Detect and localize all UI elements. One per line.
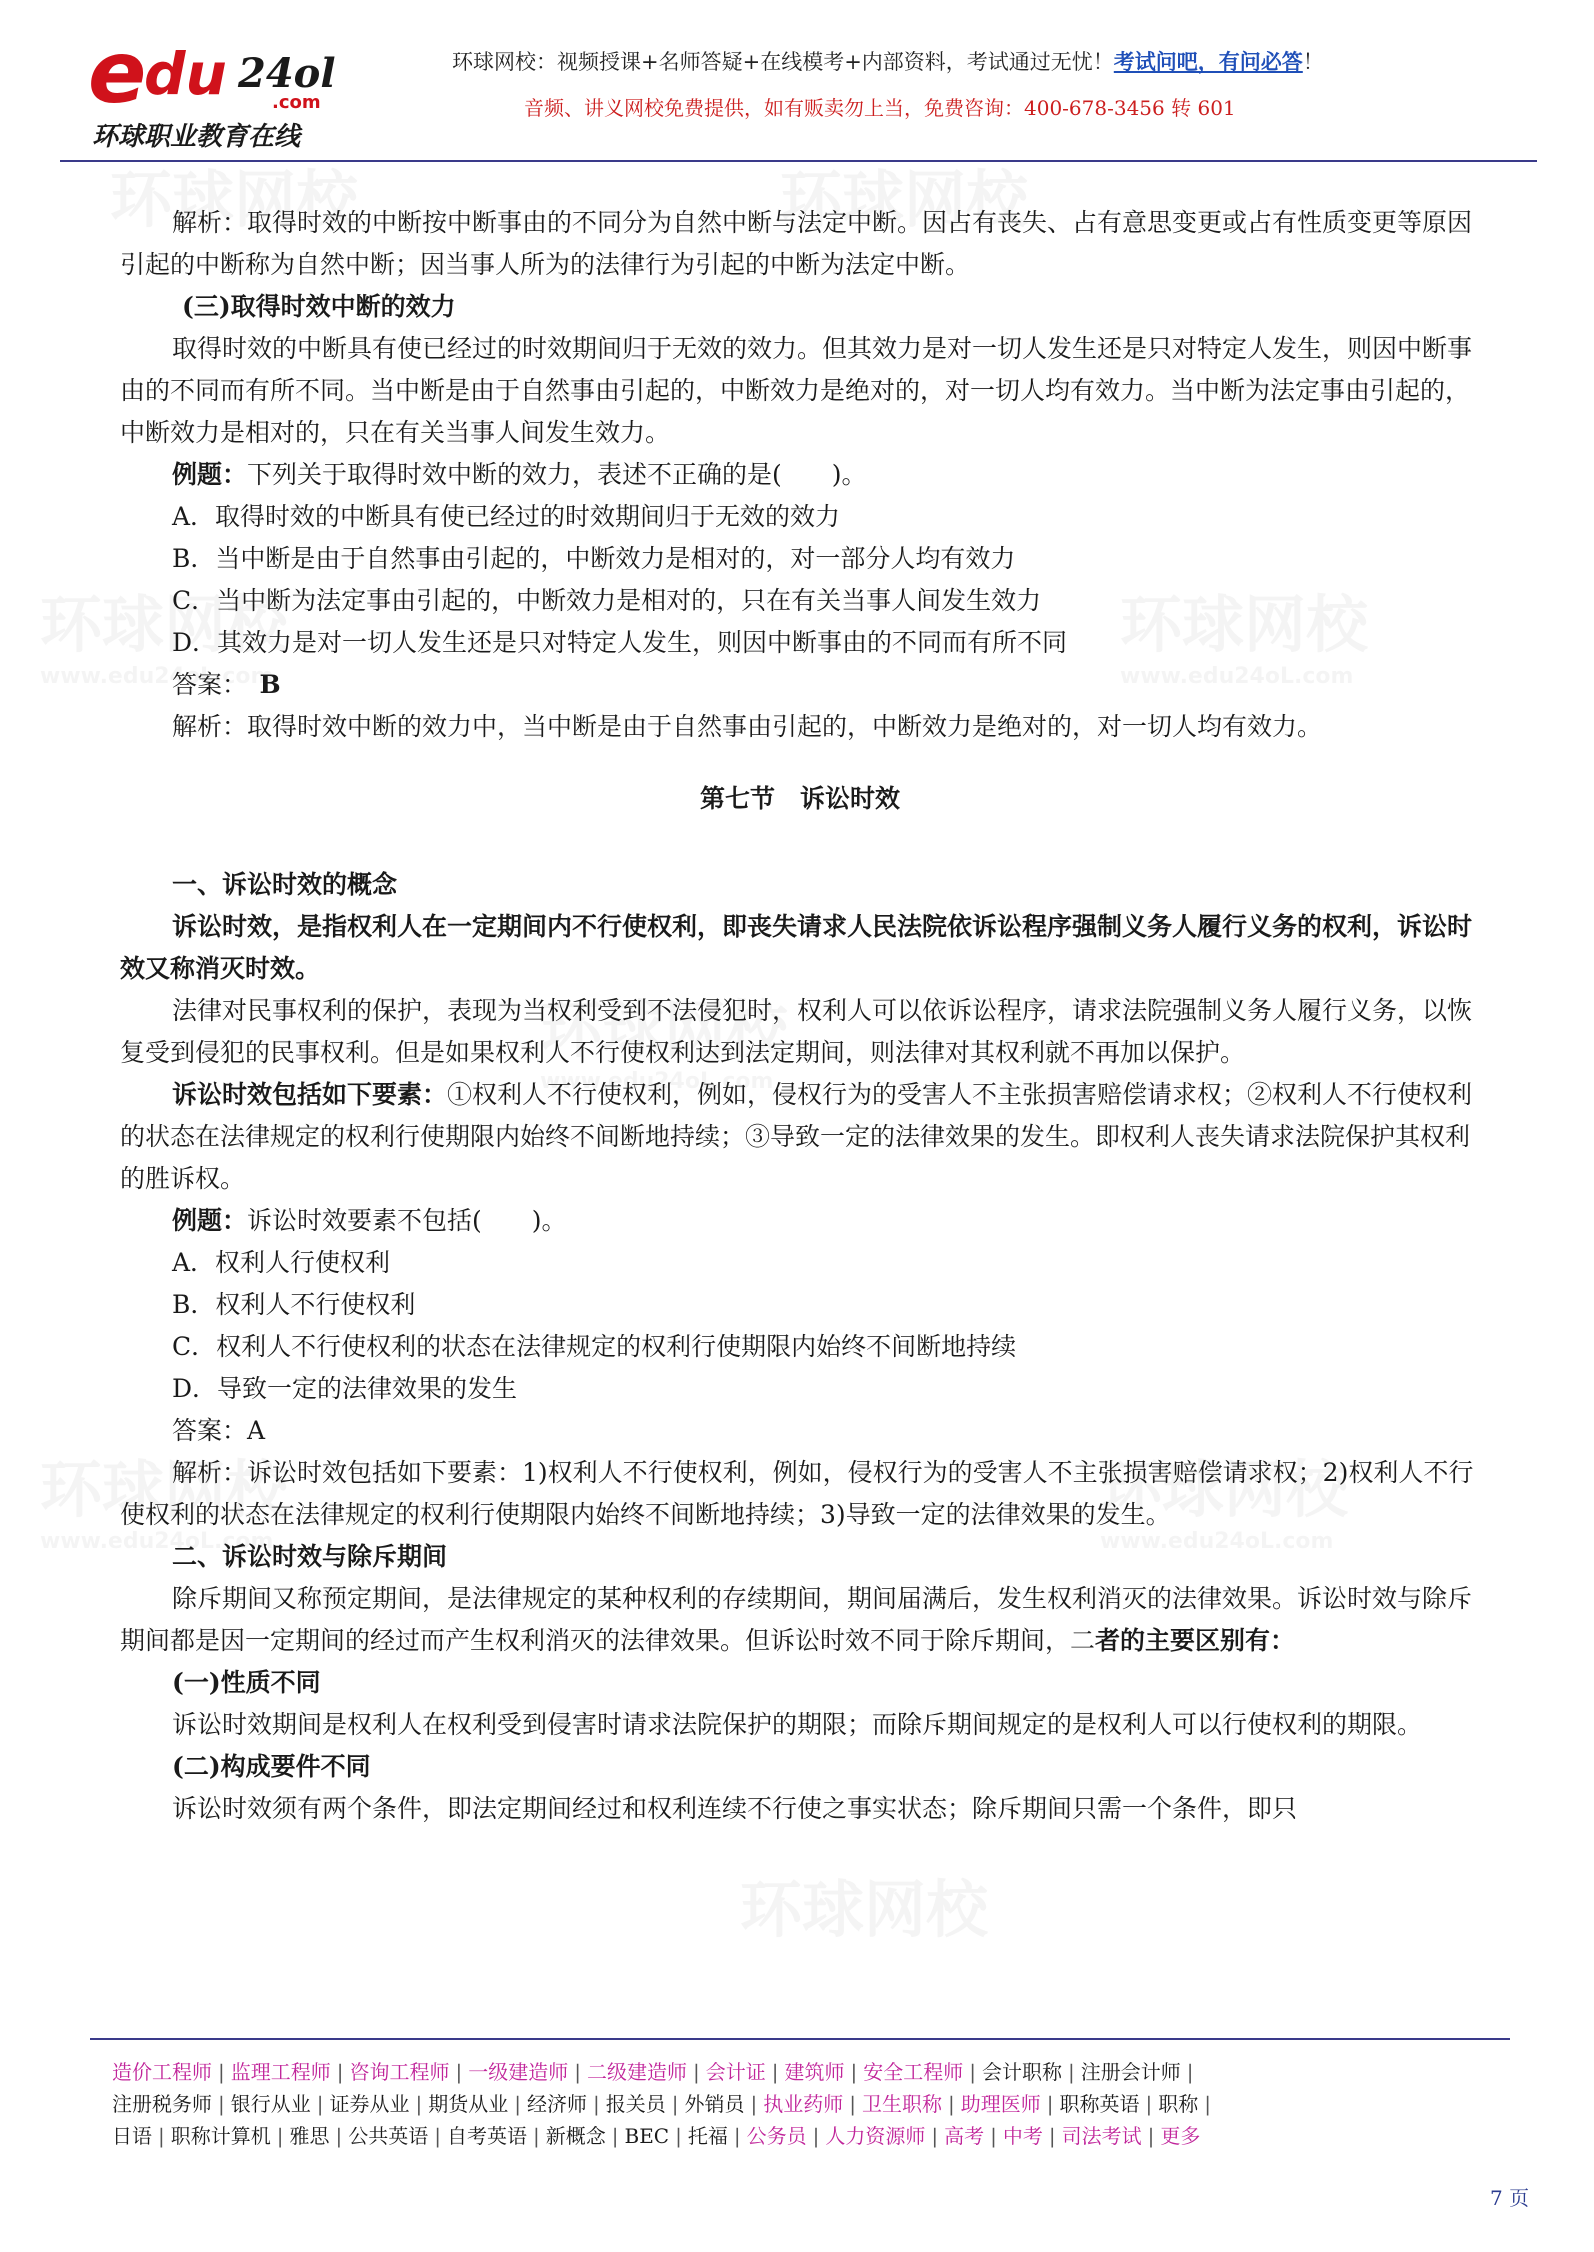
footer-link[interactable]: 安全工程师 (863, 2060, 964, 2084)
footer-separator: | (415, 2092, 423, 2116)
explanation: 解析：诉讼时效包括如下要素：1)权利人不行使权利，例如，侵权行为的受害人不主张损害赔偿请求权；2)权利人不行使权利的状态在法律规定的权利行使期限内始终不间断地持续；3)导致一定的法律效果的发生。 (120, 1458, 1474, 1529)
footer-link[interactable]: 人力资源师 (825, 2124, 926, 2148)
subheading: (一)性质不同 (172, 1668, 321, 1697)
answer-value: B (259, 670, 281, 699)
paragraph: 法律对民事权利的保护，表现为当权利受到不法侵犯时，权利人可以依诉讼程序，请求法院强制义务人履行义务，以恢复受到侵犯的民事权利。但是如果权利人不行使权利达到法定期间，则法律对其权利就不再加以保护。 (120, 996, 1473, 1067)
elements-label: 诉讼时效包括如下要素： (172, 1080, 448, 1109)
footer-separator: | (693, 2060, 700, 2084)
footer-separator: | (1204, 2092, 1211, 2116)
logo-tagline: 环球职业教育在线 (92, 122, 301, 152)
logo-domain: .com (272, 92, 321, 113)
footer-separator: | (931, 2124, 939, 2148)
footer-separator: | (1145, 2092, 1153, 2116)
footer-link[interactable]: 职称计算机 (170, 2124, 271, 2148)
document-body (120, 202, 1480, 1830)
footer-separator: | (514, 2092, 521, 2116)
footer-link[interactable]: 高考 (944, 2124, 985, 2148)
footer-link[interactable]: 证券从业 (329, 2092, 410, 2116)
footer-link[interactable]: 建筑师 (784, 2060, 845, 2084)
footer-link[interactable]: 助理医师 (960, 2092, 1041, 2116)
footer-row (112, 2056, 1512, 2088)
paragraph: 除斥期间又称预定期间，是法律规定的某种权利的存续期间，期间届满后，发生权利消灭的法律效果。诉讼时效与除斥期间都是因一定期间的经过而产生权利消灭的法律效果。但诉讼时效不同于除斥期间，二者的主要区别有： (120, 1584, 1473, 1655)
footer-link[interactable]: 执业药师 (763, 2092, 844, 2116)
answer: 答案：A (172, 1416, 266, 1445)
footer-separator: | (675, 2124, 682, 2148)
footer-link[interactable]: 职称英语 (1059, 2092, 1140, 2116)
footer-separator: | (336, 2060, 344, 2084)
footer-separator: | (1068, 2060, 1075, 2084)
footer-separator: | (593, 2092, 600, 2116)
section-title: 第七节 诉讼时效 (699, 784, 900, 813)
footer-link[interactable]: 银行从业 (230, 2092, 311, 2116)
example-label: 例题： (172, 1206, 248, 1235)
page-number: 7 页 (1490, 2186, 1530, 2210)
footer-separator: | (850, 2060, 858, 2084)
footer-separator: | (434, 2124, 441, 2148)
footer-separator: | (533, 2124, 540, 2148)
footer-separator: | (335, 2124, 343, 2148)
footer-link[interactable]: 自考英语 (447, 2124, 527, 2148)
page-header (0, 0, 1594, 165)
footer-link[interactable]: 外销员 (684, 2092, 745, 2116)
footer-separator: | (574, 2060, 581, 2084)
paragraph: 取得时效的中断具有使已经过的时效期间归于无效的效力。但其效力是对一切人发生还是只对特定人发生，则因中断事由的不同而有所不同。当中断是由于自然事由引起的，中断效力是绝对的，对一切人均有效力。当中断为法定事由引起的，中断效力是相对的，只在有关当事人间发生效力。 (120, 334, 1473, 447)
footer-link[interactable]: 会计证 (705, 2060, 766, 2084)
footer-separator: | (969, 2060, 976, 2084)
footer-link[interactable]: 注册税务师 (112, 2092, 212, 2116)
footer-separator: | (750, 2092, 758, 2116)
footer-link[interactable]: 监理工程师 (230, 2060, 331, 2084)
footer-separator: | (948, 2092, 955, 2116)
differences-label: 者的主要区别有： (1095, 1626, 1296, 1655)
footer-separator: | (611, 2124, 619, 2148)
option-d: D．其效力是对一切人发生还是只对特定人发生，则因中断事由的不同而有所不同 (172, 628, 1068, 657)
footer-separator: | (1147, 2124, 1155, 2148)
footer-separator: | (1048, 2124, 1056, 2148)
answer-label: 答案： (172, 670, 235, 699)
footer-link[interactable]: 日语 (112, 2124, 152, 2148)
footer-link[interactable]: 公共英语 (348, 2124, 429, 2148)
header-divider (60, 160, 1537, 162)
footer-link[interactable]: 司法考试 (1061, 2124, 1142, 2148)
footer-row (112, 2088, 1512, 2120)
footer-separator: | (276, 2124, 284, 2148)
ask-link[interactable]: 考试问吧，有问必答 (1113, 49, 1303, 74)
paragraph: 解析：取得时效的中断按中断事由的不同分为自然中断与法定中断。因占有丧失、占有意思变更或占有性质变更等原因引起的中断称为自然中断；因当事人所为的法律行为引起的中断为法定中断。 (120, 208, 1473, 279)
footer-link[interactable]: 造价工程师 (112, 2060, 212, 2084)
footer-link[interactable]: 雅思 (289, 2124, 330, 2148)
footer-separator: | (733, 2124, 741, 2148)
elements-text: ①权利人不行使权利，例如，侵权行为的受害人不主张损害赔偿请求权；②权利人不行使权利的状态在法律规定的权利行使期限内始终不间断地持续；③导致一定的法律效果的发生。即权利人丧失请求法院保护其权利的胜诉权。 (120, 1080, 1473, 1193)
footer-link[interactable]: 卫生职称 (862, 2092, 942, 2116)
option-a: A．权利人行使权利 (172, 1248, 391, 1277)
footer-separator: | (316, 2092, 324, 2116)
subheading: 二、诉讼时效与除斥期间 (172, 1542, 448, 1571)
subheading: (二)构成要件不同 (172, 1752, 371, 1781)
footer-separator: | (849, 2092, 856, 2116)
footer-link[interactable]: 经济师 (527, 2092, 587, 2116)
footer-link[interactable]: 托福 (687, 2124, 728, 2148)
example-label: 例题： (172, 460, 248, 489)
footer-link[interactable]: 会计职称 (982, 2060, 1062, 2084)
footer-link[interactable]: 新概念 (545, 2124, 606, 2148)
header-slogan (452, 46, 1324, 76)
logo-letter-e: e (88, 23, 147, 123)
footer-separator: | (1186, 2060, 1194, 2084)
explanation: 解析：取得时效中断的效力中，当中断是由于自然事由引起的，中断效力是绝对的，对一切人均有效力。 (172, 712, 1323, 741)
logo-number: 24ol (238, 50, 336, 97)
option-b: B．权利人不行使权利 (172, 1290, 416, 1319)
paragraph (120, 1074, 1480, 1200)
subheading: 一、诉讼时效的概念 (172, 870, 398, 899)
header-contact: 音频、讲义网校免费提供，如有贩卖勿上当，免费咨询：400-678-3456 转 601 (524, 96, 1236, 120)
footer-separator: | (771, 2060, 779, 2084)
footer-separator: | (455, 2060, 463, 2084)
footer-link[interactable]: 咨询工程师 (349, 2060, 450, 2084)
option-d: D．导致一定的法律效果的发生 (172, 1374, 518, 1403)
logo-letters-du: du (144, 40, 227, 108)
footer-separator: | (812, 2124, 820, 2148)
example-question (120, 1200, 1480, 1242)
footer-link[interactable]: 一级建造师 (468, 2060, 569, 2084)
example-text: 诉讼时效要素不包括( )。 (247, 1206, 567, 1235)
answer (120, 664, 1480, 706)
footer-separator: | (158, 2124, 165, 2148)
footer-link[interactable]: BEC (624, 2124, 670, 2148)
footer-link[interactable]: 更多 (1160, 2124, 1201, 2148)
site-logo[interactable] (88, 23, 358, 152)
footer-link[interactable]: 二级建造师 (587, 2060, 687, 2084)
paragraph: 诉讼时效期间是权利人在权利受到侵害时请求法院保护的期限；而除斥期间规定的是权利人可以行使权利的期限。 (172, 1710, 1423, 1739)
subheading: (三)取得时效中断的效力 (182, 292, 456, 321)
footer-separator: | (218, 2092, 225, 2116)
footer-link[interactable]: 期货从业 (428, 2092, 509, 2116)
option-a: A．取得时效的中断具有使已经过的时效期间归于无效的效力 (172, 502, 841, 531)
footer-divider (90, 2038, 1510, 2040)
footer-separator: | (671, 2092, 679, 2116)
option-c: C．当中断为法定事由引起的，中断效力是相对的，只在有关当事人间发生效力 (172, 586, 1042, 615)
footer-link[interactable]: 公务员 (746, 2124, 807, 2148)
footer-row (112, 2120, 1512, 2152)
example-text: 下列关于取得时效中断的效力，表述不正确的是( )。 (247, 460, 867, 489)
footer-link[interactable]: 中考 (1002, 2124, 1043, 2148)
footer-separator: | (990, 2124, 997, 2148)
option-c: C．权利人不行使权利的状态在法律规定的权利行使期限内始终不间断地持续 (172, 1332, 1017, 1361)
footer-link[interactable]: 职称 (1158, 2092, 1199, 2116)
footer-separator: | (218, 2060, 225, 2084)
footer-link[interactable]: 注册会计师 (1080, 2060, 1181, 2084)
slogan-text: 环球网校：视频授课+名师答疑+在线模考+内部资料，考试通过无忧！ (452, 50, 1114, 74)
slogan-end: ！ (1302, 50, 1324, 74)
definition-paragraph: 诉讼时效，是指权利人在一定期间内不行使权利，即丧失请求人民法院依诉讼程序强制义务人履行义务的权利，诉讼时效又称消灭时效。 (120, 912, 1473, 983)
footer-link[interactable]: 报关员 (605, 2092, 666, 2116)
option-b: B．当中断是由于自然事由引起的，中断效力是相对的，对一部分人均有效力 (172, 544, 1016, 573)
footer-links (112, 2056, 1512, 2152)
paragraph: 诉讼时效须有两个条件，即法定期间经过和权利连续不行使之事实状态；除斥期间只需一个条件，即只 (172, 1794, 1298, 1823)
example-question (120, 454, 1480, 496)
watermark (740, 1860, 988, 1949)
footer-separator: | (1046, 2092, 1054, 2116)
